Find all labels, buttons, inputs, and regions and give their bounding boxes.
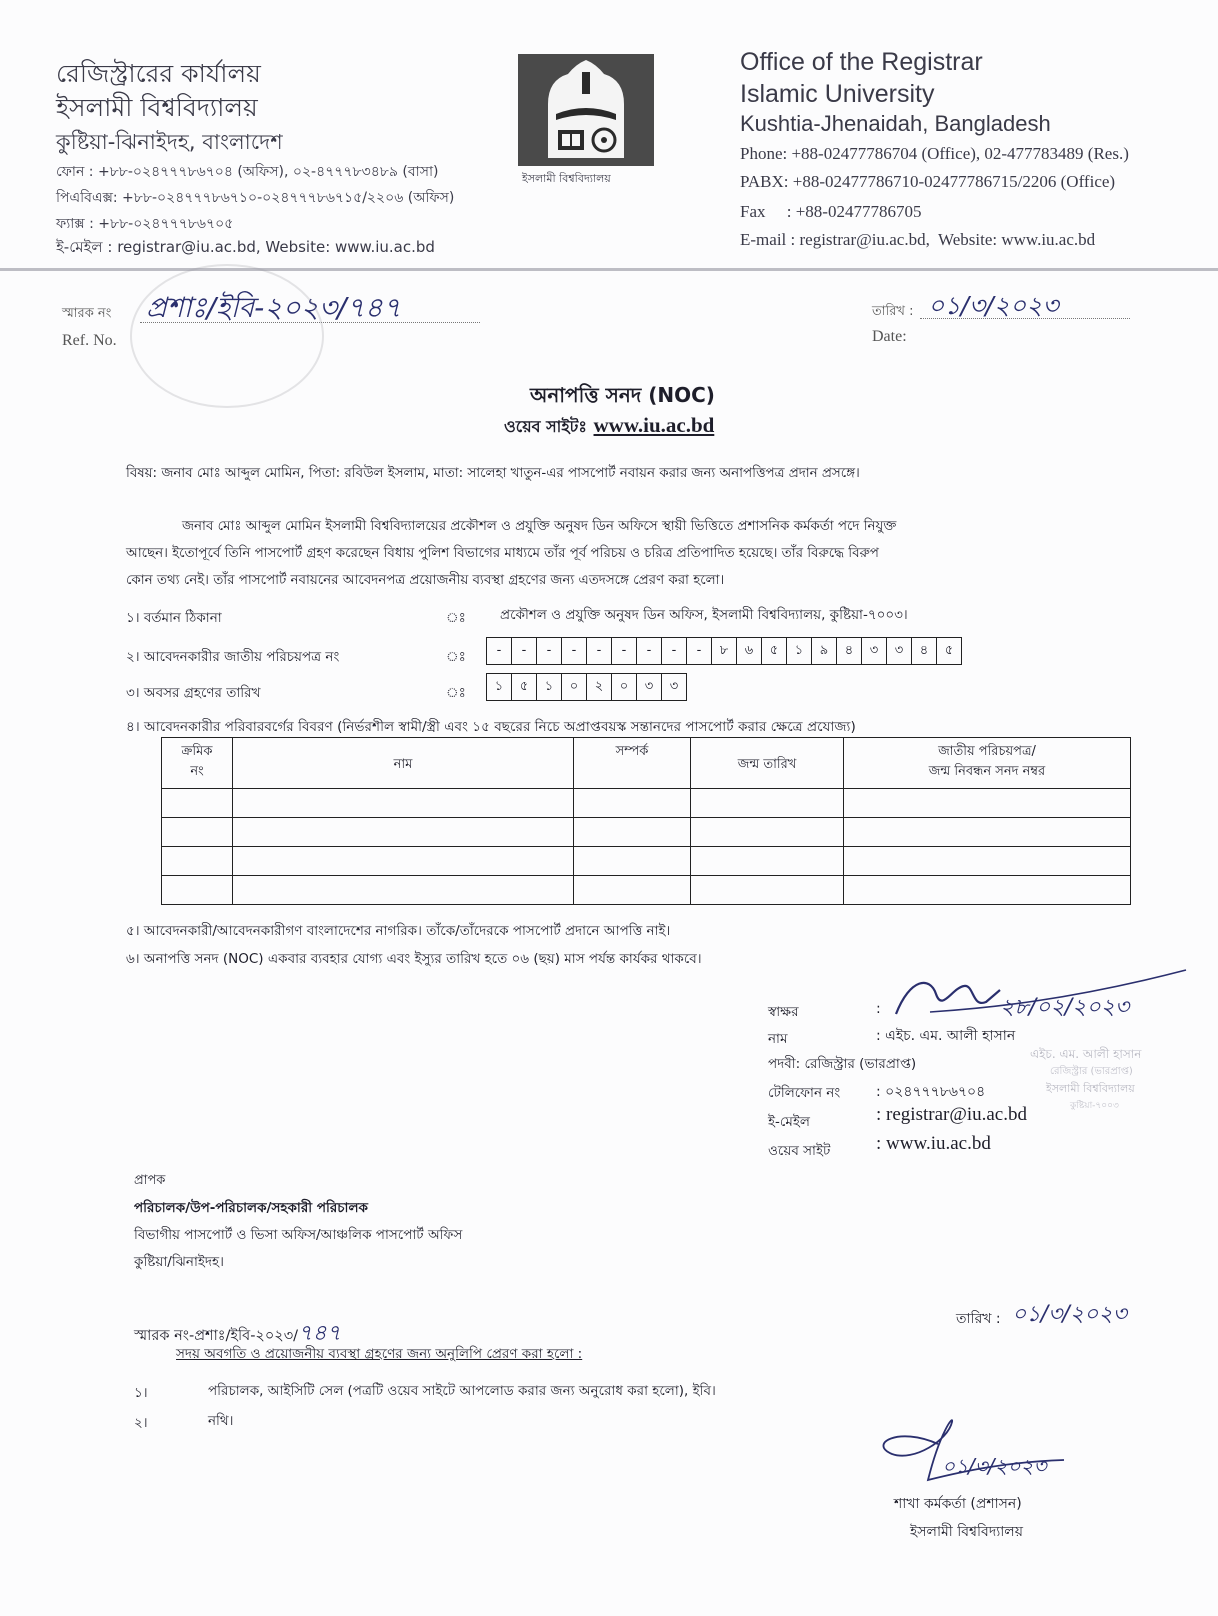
digit-box: - [686, 637, 712, 665]
copy-1: পরিচালক, আইসিটি সেল (পত্রটি ওয়েব সাইটে আপলোড করার জন্য অনুরোধ করা হলো), ইবি। [208, 1383, 716, 1399]
digit-box: ৫ [936, 637, 962, 665]
retirement-date-boxes [486, 673, 686, 701]
recipient-label: প্রাপক [134, 1173, 166, 1188]
seal-line-3: ইসলামী বিশ্ববিদ্যালয় [1046, 1082, 1135, 1095]
designation: পদবী: রেজিস্ট্রার (ভারপ্রাপ্ত) [768, 1056, 917, 1072]
seal-line-2: রেজিস্ট্রার (ভারপ্রাপ্ত) [1050, 1066, 1133, 1077]
cell-nid [844, 847, 1131, 876]
header-en-office: Office of the Registrar [740, 48, 983, 76]
header-en-pabx: PABX: +88-02477786710-02477786715/2206 (Office) [740, 172, 1116, 191]
name-value: : এইচ. এম. আলী হাসান [876, 1028, 1016, 1044]
name-label: নাম [768, 1031, 788, 1047]
copy-1-no: ১। [134, 1385, 148, 1401]
family-details-table [161, 737, 1131, 905]
officer-sign-date: ০১/৩/২০২৩ [942, 1454, 1047, 1478]
cell-dob [691, 789, 844, 818]
sign-label: স্বাক্ষর [768, 1004, 799, 1020]
ref-number: প্রশাঃ/ইবি-২০২৩/৭৪৭ [146, 291, 402, 324]
cell-nid [844, 876, 1131, 905]
digit-box: ৩ [861, 637, 887, 665]
university-logo [518, 54, 654, 166]
digit-box: ১ [486, 673, 512, 701]
header-bn-office: রেজিস্ট্রারের কার্যালয় [56, 59, 261, 88]
ref-en-label: Ref. No. [62, 332, 117, 349]
website-line [504, 413, 714, 441]
family-table-header-row [162, 738, 1131, 789]
item-5: ৫। আবেদনকারী/আবেদনকারীগণ বাংলাদেশের নাগরিক। তাঁকে/তাঁদেরকে পাসপোর্ট প্রদানে আপত্তি নাই। [126, 923, 671, 939]
recipient-office: বিভাগীয় পাসপোর্ট ও ভিসা অফিস/আঞ্চলিক পাসপোর্ট অফিস [134, 1227, 463, 1243]
col-name-header: নাম [233, 738, 574, 789]
col-nid-header [844, 738, 1131, 789]
cell-dob [691, 818, 844, 847]
item-1-label: ১। বর্তমান ঠিকানা [126, 610, 222, 626]
cell-name [233, 818, 574, 847]
recipient-title: পরিচালক/উপ-পরিচালক/সহকারী পরিচালক [134, 1200, 368, 1216]
date-dotted-line [920, 318, 1130, 319]
header-en-fax: Fax : +88-02477786705 [740, 202, 922, 221]
digit-box: ৬ [736, 637, 762, 665]
digit-box: - [611, 637, 637, 665]
item-4-label: ৪। আবেদনকারীর পরিবারবর্গের বিবরণ (নির্ভরশীল স্বামী/স্ত্রী এবং ১৫ বছরের নিচে অপ্রাপ্তবয়স্ক সন্তানদের পাসপোর্ট করার ক্ষেত্রে প্রযোজ্য) [126, 719, 856, 735]
digit-box: ৮ [711, 637, 737, 665]
document-title: অনাপত্তি সনদ (NOC) [530, 383, 715, 407]
digit-box: ৪ [911, 637, 937, 665]
cell-name [233, 847, 574, 876]
item-3-colon: ঃ [446, 685, 466, 701]
web-value[interactable]: : www.iu.ac.bd [876, 1133, 991, 1154]
faint-seal-stamp [130, 264, 324, 408]
item-2-colon: ঃ [446, 649, 466, 665]
body-line-1: জনাব মোঃ আব্দুল মোমিন ইসলামী বিশ্ববিদ্যালয়ের প্রকৌশল ও প্রযুক্তি অনুষদ ডিন অফিসে স্থায়ী ভিত্তিতে প্রশাসনিক কর্মকর্তা পদে নিযুক্ত [182, 519, 897, 534]
body-line-3: কোন তথ্য নেই। তাঁর পাসপোর্ট নবায়নের আবেদনপত্র প্রয়োজনীয় ব্যবস্থা গ্রহণের জন্য এতদসঙ্গে প্রেরণ করা হলো। [126, 573, 725, 588]
digit-box: ৫ [511, 673, 537, 701]
item-3-label: ৩। অবসর গ্রহণের তারিখ [126, 685, 261, 701]
cell-serial [162, 876, 233, 905]
digit-box: - [486, 637, 512, 665]
date-value: ০১/৩/২০২৩ [928, 291, 1059, 320]
digit-box: ৩ [636, 673, 662, 701]
cell-relation [574, 789, 691, 818]
digit-box: ৩ [886, 637, 912, 665]
item-6: ৬। অনাপত্তি সনদ (NOC) একবার ব্যবহার যোগ্য এবং ইস্যুর তারিখ হতে ০৬ (ছয়) মাস পর্যন্ত কার্যকর থাকবে। [126, 951, 702, 967]
table-row [162, 818, 1131, 847]
table-row [162, 789, 1131, 818]
seal-line-4: কুষ্টিয়া-৭০০৩ [1070, 1101, 1119, 1111]
cell-relation [574, 818, 691, 847]
digit-box: ৩ [661, 673, 687, 701]
cell-serial [162, 789, 233, 818]
copy-memo-number: ৭৪৭ [298, 1321, 341, 1346]
subject-line: বিষয়: জনাব মোঃ আব্দুল মোমিন, পিতা: রবিউল ইসলাম, মাতা: সালেহা খাতুন-এর পাসপোর্ট নবায়ন করার জন্য অনাপত্তিপত্র প্রদান প্রসঙ্গে। [126, 466, 860, 481]
cell-serial [162, 847, 233, 876]
cell-serial [162, 818, 233, 847]
header-bn-email: ই-মেইল : registrar@iu.ac.bd, Website: www.iu.ac.bd [56, 238, 435, 256]
recipient-place: কুষ্টিয়া/ঝিনাইদহ। [134, 1254, 224, 1270]
header-bn-pabx: পিএবিএক্স: +৮৮-০২৪৭৭৭৮৬৭১০-০২৪৭৭৭৮৬৭১৫/২২০৬ (অফিস) [56, 190, 455, 206]
header-en-university: Islamic University [740, 80, 935, 108]
copy-intro: সদয় অবগতি ও প্রয়োজনীয় ব্যবস্থা গ্রহণের জন্য অনুলিপি প্রেরণ করা হলো : [176, 1346, 583, 1362]
sign-colon: : [876, 1001, 881, 1017]
col-relation-header: সম্পর্ক [574, 738, 691, 789]
col-dob-header: জন্ম তারিখ [691, 738, 844, 789]
phone-label: টেলিফোন নং [768, 1085, 841, 1101]
cell-nid [844, 789, 1131, 818]
cell-relation [574, 847, 691, 876]
digit-box: - [636, 637, 662, 665]
body-line-2: আছেন। ইতোপূর্বে তিনি পাসপোর্ট গ্রহণ করেছেন বিধায় পুলিশ বিভাগের মাধ্যমে তাঁর পূর্ব পরিচয় ও চরিত্র প্রতিপাদিত হয়েছে। তাঁর বিরুদ্ধে বিরুপ [126, 546, 879, 561]
digit-box: - [536, 637, 562, 665]
sign-date: ২৮/০২/২০২৩ [1000, 995, 1130, 1020]
digit-box: - [661, 637, 687, 665]
col-serial-label-2: নং [190, 764, 204, 779]
header-divider [0, 268, 1218, 271]
ref-bn-label: স্মারক নং [62, 306, 112, 321]
item-1-colon: ঃ [446, 610, 466, 626]
cell-name [233, 876, 574, 905]
digit-box: ০ [611, 673, 637, 701]
header-bn-university: ইসলামী বিশ্ববিদ্যালয় [56, 93, 258, 122]
digit-box: ১ [536, 673, 562, 701]
cell-name [233, 789, 574, 818]
seal-line-1: এইচ. এম. আলী হাসান [1030, 1047, 1142, 1061]
copy-date-label: তারিখ : [956, 1311, 1001, 1327]
cell-dob [691, 847, 844, 876]
digit-box: ৯ [811, 637, 837, 665]
web-label: ওয়েব সাইট [768, 1143, 831, 1159]
digit-box: - [586, 637, 612, 665]
cell-nid [844, 818, 1131, 847]
copy-2: নথি। [208, 1413, 234, 1429]
email-label: ই-মেইল [768, 1114, 810, 1130]
logo-caption: ইসলামী বিশ্ববিদ্যালয় [522, 172, 611, 185]
digit-box: - [511, 637, 537, 665]
digit-box: ৫ [761, 637, 787, 665]
digit-box: ০ [561, 673, 587, 701]
digit-box: ৪ [836, 637, 862, 665]
officer-designation: শাখা কর্মকর্তা (প্রশাসন) [894, 1496, 1022, 1512]
website-url[interactable]: www.iu.ac.bd [593, 413, 715, 437]
header-bn-fax: ফ্যাক্স : +৮৮-০২৪৭৭৭৮৬৭০৫ [56, 216, 234, 232]
copy-2-no: ২। [134, 1415, 148, 1431]
col-serial-label-1: ক্রমিক [181, 744, 213, 759]
header-bn-location: কুষ্টিয়া-ঝিনাইদহ, বাংলাদেশ [56, 130, 283, 154]
digit-box: ১ [786, 637, 812, 665]
nid-digit-boxes [486, 637, 961, 665]
col-serial-header [162, 738, 233, 789]
officer-organization: ইসলামী বিশ্ববিদ্যালয় [910, 1524, 1023, 1540]
date-en-label: Date: [872, 328, 907, 345]
item-1-value: প্রকৌশল ও প্রযুক্তি অনুষদ ডিন অফিস, ইসলামী বিশ্ববিদ্যালয়, কুষ্টিয়া-৭০০৩। [500, 607, 908, 623]
copy-date-value: ০১/৩/২০২৩ [1012, 1302, 1127, 1327]
col-nid-label-1: জাতীয় পরিচয়পত্র/ [938, 744, 1036, 759]
website-label: ওয়েব সাইটঃ [504, 417, 587, 436]
header-bn-phone: ফোন : +৮৮-০২৪৭৭৭৮৬৭০৪ (অফিস), ০২-৪৭৭৭৮৩৪৮৯ (বাসা) [56, 164, 439, 180]
cell-relation [574, 876, 691, 905]
copy-memo-label: স্মারক নং-প্রশাঃ/ইবি-২০২৩/ [134, 1328, 299, 1344]
cell-dob [691, 876, 844, 905]
date-bn-label: তারিখ : [872, 304, 914, 319]
phone-value: : ০২৪৭৭৭৮৬৭০৪ [876, 1084, 986, 1100]
logo-emblem-icon [518, 54, 654, 166]
table-row [162, 847, 1131, 876]
col-nid-label-2: জন্ম নিবন্ধন সনদ নম্বর [928, 764, 1046, 779]
digit-box: ২ [586, 673, 612, 701]
header-en-phone: Phone: +88-02477786704 (Office), 02-477783489 (Res.) [740, 144, 1129, 163]
table-row [162, 876, 1131, 905]
digit-box: - [561, 637, 587, 665]
header-en-email: E-mail : registrar@iu.ac.bd, Website: www.iu.ac.bd [740, 230, 1096, 249]
email-value[interactable]: : registrar@iu.ac.bd [876, 1104, 1027, 1125]
header-en-location: Kushtia-Jhenaidah, Bangladesh [740, 111, 1051, 136]
item-2-label: ২। আবেদনকারীর জাতীয় পরিচয়পত্র নং [126, 649, 340, 665]
